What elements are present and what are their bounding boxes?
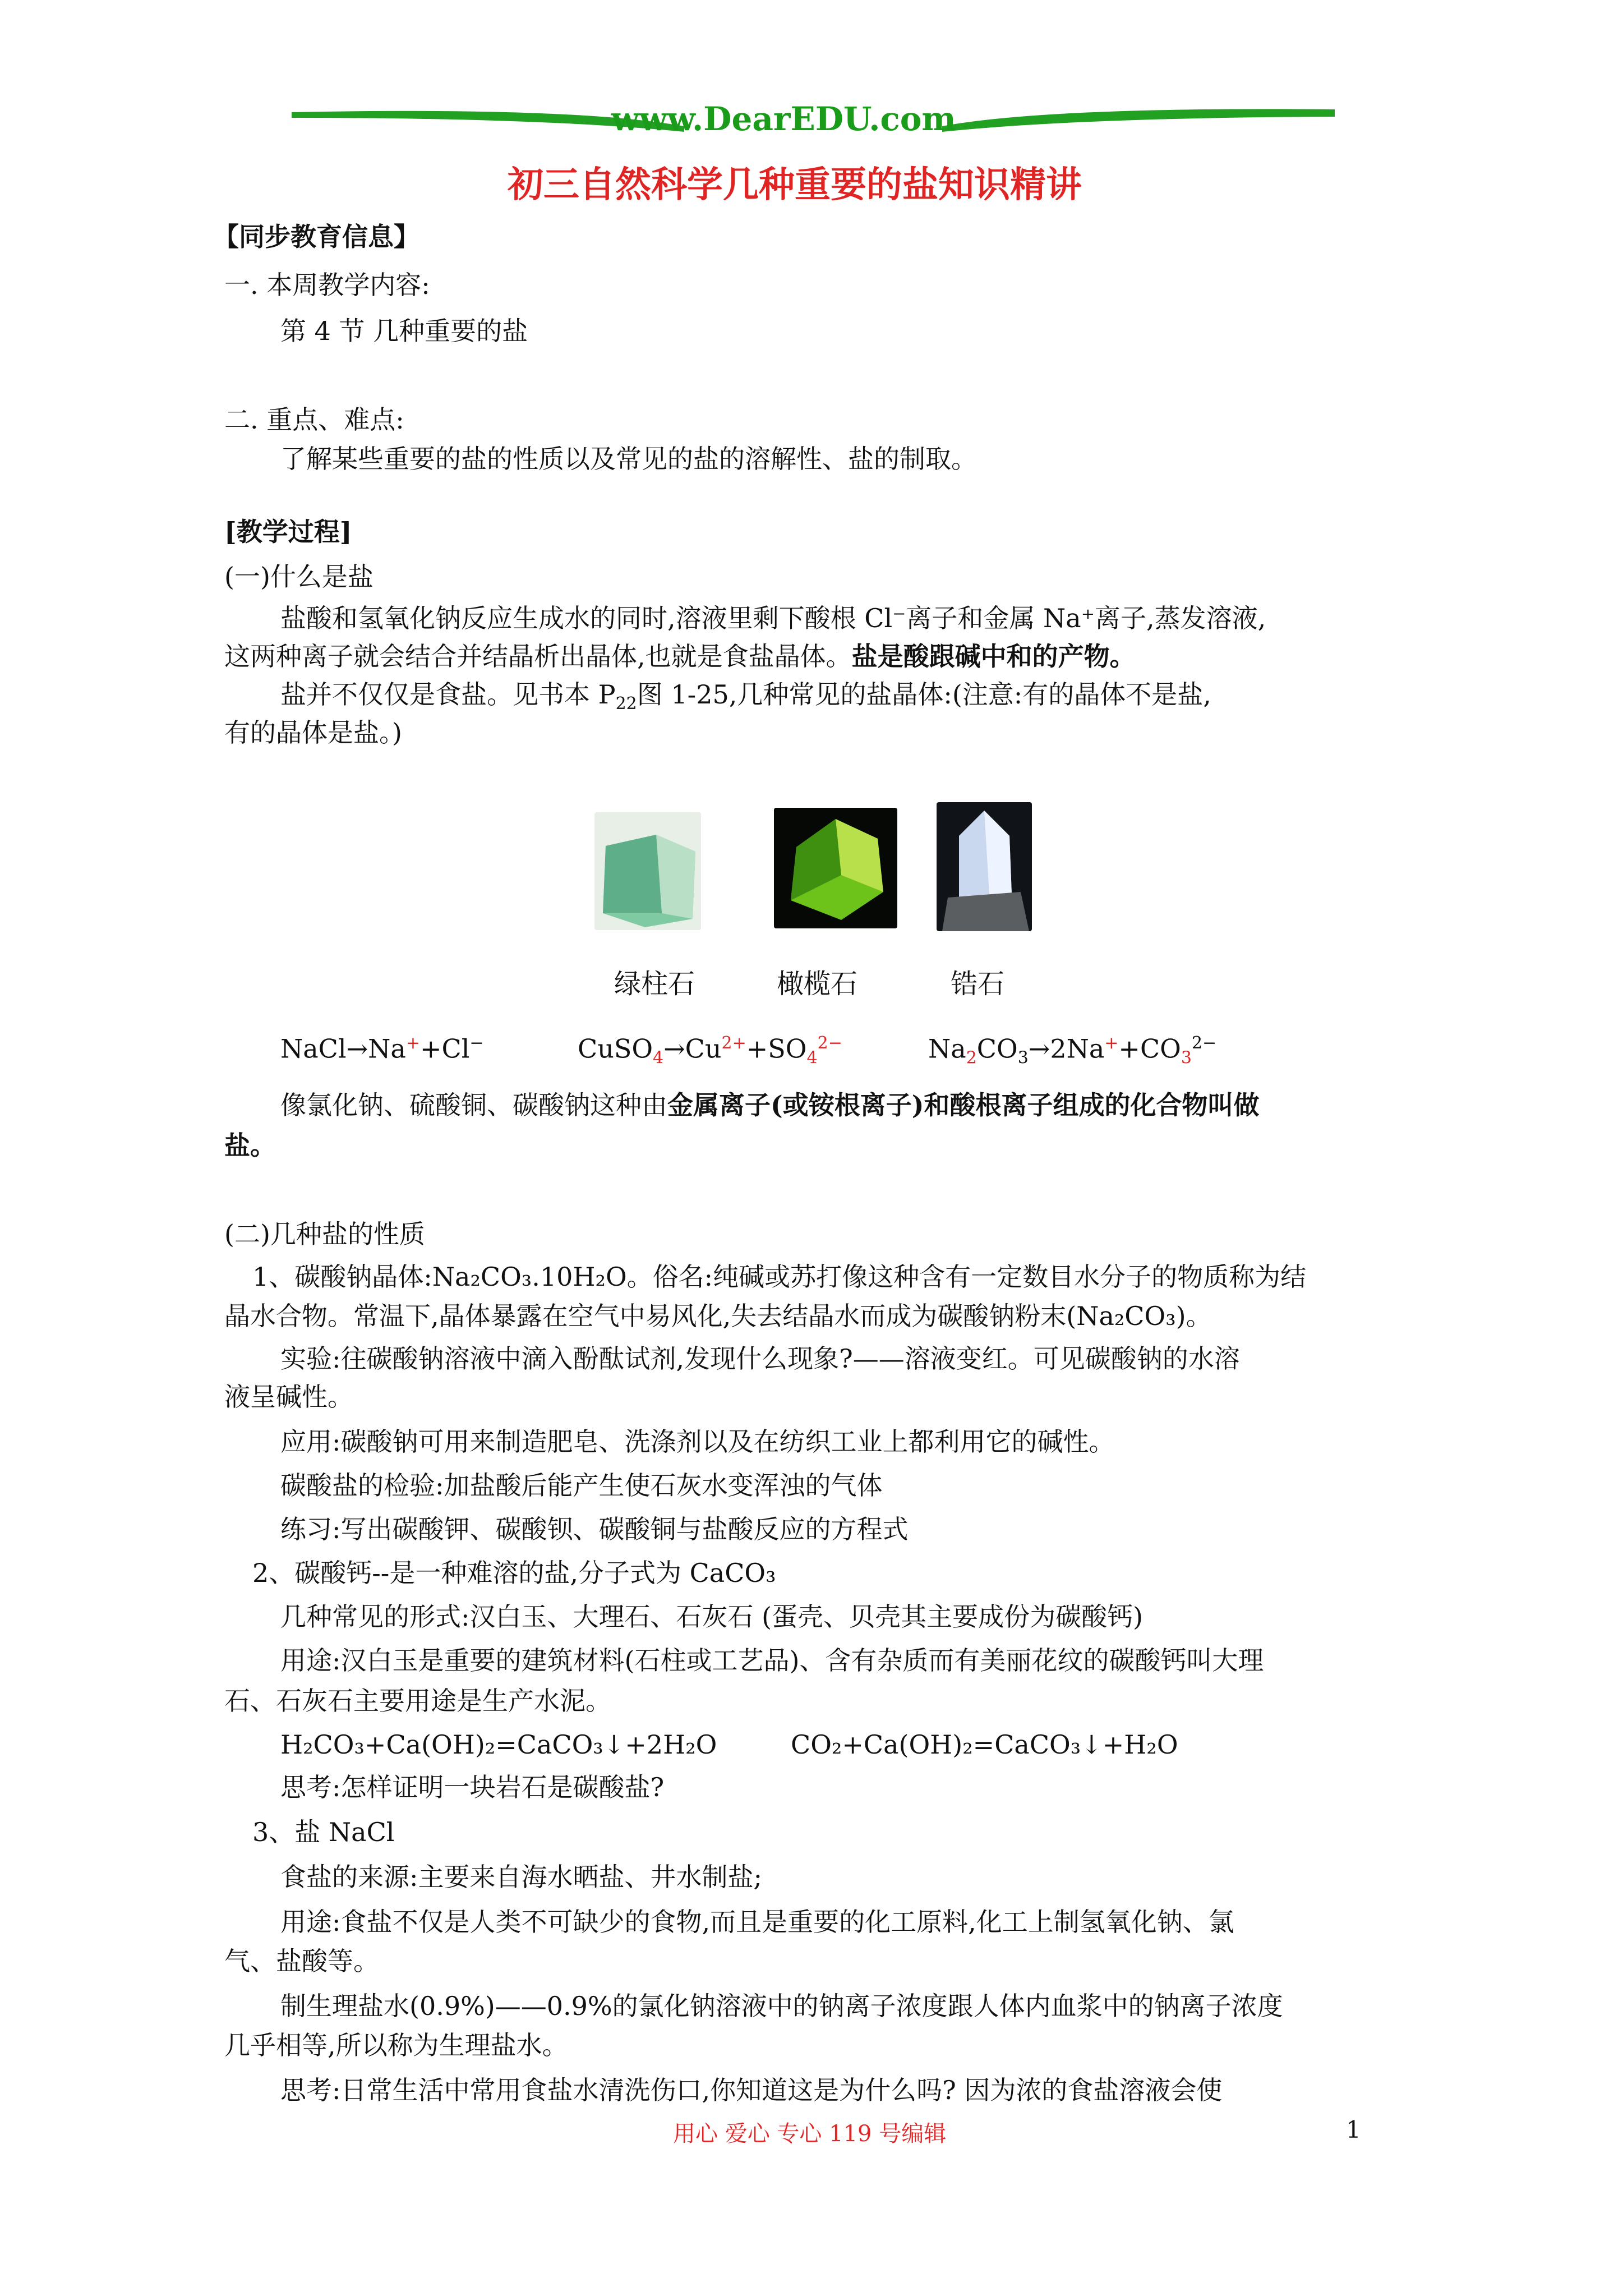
item-2-equation-1: H₂CO₃+Ca(OH)₂=CaCO₃↓+2H₂O [280, 1729, 717, 1760]
equation-nacl: NaCl→Na++Cl− [280, 1033, 484, 1064]
item-1-line-5: 应用:碳酸钠可用来制造肥皂、洗涤剂以及在纺织工业上都利用它的碱性。 [280, 1427, 1115, 1457]
item-2-line-2: 几种常见的形式:汉白玉、大理石、石灰石 (蛋壳、贝壳其主要成份为碳酸钙) [280, 1602, 1144, 1632]
item-1-line-6: 碳酸盐的检验:加盐酸后能产生使石灰水变浑浊的气体 [280, 1470, 883, 1501]
item-1-line-7: 练习:写出碳酸钾、碳酸钡、碳酸铜与盐酸反应的方程式 [280, 1514, 909, 1544]
caption-beryl: 绿柱石 [614, 968, 695, 1000]
item-2-line-5: 思考:怎样证明一块岩石是碳酸盐? [280, 1772, 665, 1802]
item-3-line-1: 3、盐 NaCl [252, 1817, 395, 1847]
item-2-line-1: 2、碳酸钙--是一种难溶的盐,分子式为 CaCO₃ [252, 1558, 776, 1588]
section-1-body: 第 4 节 几种重要的盐 [280, 316, 528, 346]
olivine-crystal-image [774, 808, 897, 928]
page-title: 初三自然科学几种重要的盐知识精讲 [508, 164, 1082, 206]
section-sync-info: 【同步教育信息】 [213, 222, 419, 252]
item-1-line-2: 晶水合物。常温下,晶体暴露在空气中易风化,失去结晶水而成为碳酸钠粉末(Na₂CO₃)。 [224, 1301, 1212, 1331]
part-1-line-4: 有的晶体是盐。) [224, 717, 402, 748]
footer-text: 用心 爱心 专心 119 号编辑 [673, 2121, 947, 2147]
item-3-line-6: 几乎相等,所以称为生理盐水。 [224, 2030, 568, 2060]
section-2-heading: 二. 重点、难点: [224, 404, 404, 435]
section-2-body: 了解某些重要的盐的性质以及常见的盐的溶解性、盐的制取。 [280, 444, 977, 474]
item-2-line-3: 用途:汉白玉是重要的建筑材料(石柱或工艺品)、含有杂质而有美丽花纹的碳酸钙叫大理 [280, 1645, 1264, 1676]
item-1-line-1: 1、碳酸钠晶体:Na₂CO₃.10H₂O。俗名:纯碱或苏打像这种含有一定数目水分子的物质称为结 [252, 1262, 1307, 1292]
part-1-line-1: 盐酸和氢氧化钠反应生成水的同时,溶液里剩下酸根 Cl⁻离子和金属 Na⁺离子,蒸发溶液, [280, 603, 1266, 633]
site-url: www.DearEDU.com [611, 100, 956, 138]
item-3-line-3: 用途:食盐不仅是人类不可缺少的食物,而且是重要的化工原料,化工上制氢氧化钠、氯 [280, 1907, 1234, 1937]
caption-olivine: 橄榄石 [777, 968, 858, 1000]
equation-cuso4: $CuSO_4\to Cu^{2+}+SO_4^{2-}$ [578, 1033, 842, 1068]
part-1-heading: (一)什么是盐 [224, 562, 374, 592]
part-1-line-3: 盐并不仅仅是食盐。见书本 $P_{22}$图 1-25,几种常见的盐晶体:(注意:有的晶体不是盐, [280, 679, 1211, 714]
definition-line-1: 像氯化钠、硫酸铜、碳酸钠这种由金属离子(或铵根离子)和酸根离子组成的化合物叫做 [280, 1090, 1260, 1120]
page-number: 1 [1346, 2116, 1361, 2143]
caption-zircon: 锆石 [951, 968, 1005, 1000]
item-2-line-4: 石、石灰石主要用途是生产水泥。 [224, 1686, 611, 1716]
section-1-heading: 一. 本周教学内容: [224, 270, 430, 300]
definition-line-2: 盐。 [224, 1130, 276, 1161]
zircon-crystal-image [937, 802, 1032, 931]
item-3-line-2: 食盐的来源:主要来自海水晒盐、井水制盐; [280, 1862, 762, 1892]
teaching-process-heading: [教学过程] [224, 517, 352, 547]
equation-na2co3: $Na_2CO_3\to 2Na^++CO_3^{2-}$ [928, 1033, 1217, 1068]
item-3-line-4: 气、盐酸等。 [224, 1946, 379, 1976]
item-1-line-4: 液呈碱性。 [224, 1382, 353, 1412]
item-2-equation-2: CO₂+Ca(OH)₂=CaCO₃↓+H₂O [791, 1729, 1178, 1760]
part-2-heading: (二)几种盐的性质 [224, 1219, 425, 1249]
item-3-line-7: 思考:日常生活中常用食盐水清洗伤口,你知道这是为什么吗? 因为浓的食盐溶液会使 [280, 2075, 1223, 2105]
beryl-crystal-image [594, 812, 701, 930]
part-1-line-2: 这两种离子就会结合并结晶析出晶体,也就是食盐晶体。盐是酸跟碱中和的产物。 [224, 641, 1136, 671]
item-1-line-3: 实验:往碳酸钠溶液中滴入酚酞试剂,发现什么现象?——溶液变红。可见碳酸钠的水溶 [280, 1343, 1240, 1374]
item-3-line-5: 制生理盐水(0.9%)——0.9%的氯化钠溶液中的钠离子浓度跟人体内血浆中的钠离子浓度 [280, 1991, 1283, 2021]
